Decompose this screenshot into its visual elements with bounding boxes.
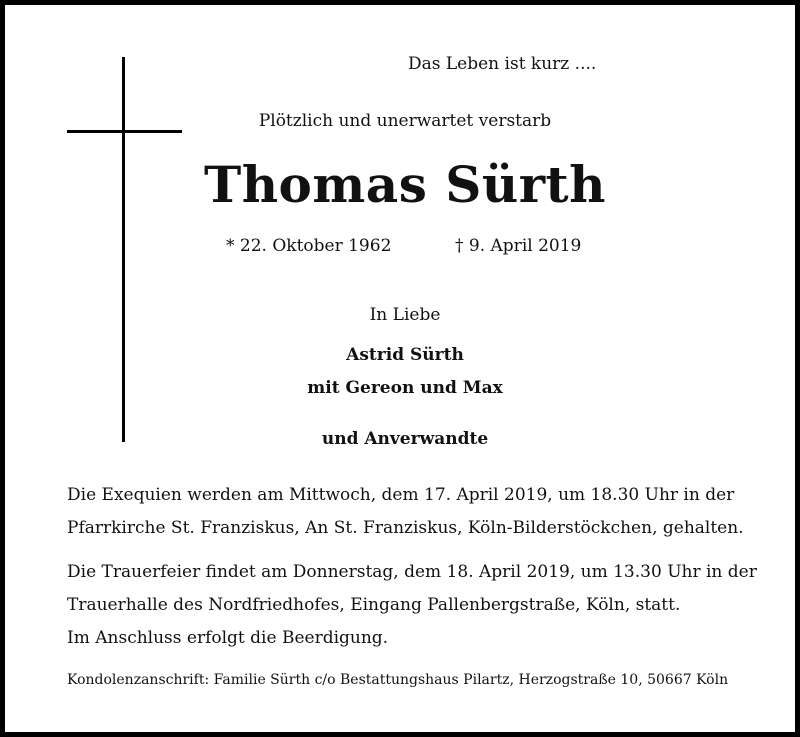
exequien-paragraph xyxy=(67,479,767,545)
condolence-address: Kondolenzanschrift: Familie Sürth c/o Bestattungshaus Pilartz, Herzogstraße 10, 50667 Köln xyxy=(67,672,729,688)
mourner-name: Astrid Sürth xyxy=(346,345,464,365)
intro-text: Plötzlich und unerwartet verstarb xyxy=(258,111,552,131)
trauerfeier-line-1: Die Trauerfeier findet am Donnerstag, dem 18. April 2019, um 13.30 Uhr in der xyxy=(67,562,757,582)
exequien-line-2: Pfarrkirche St. Franziskus, An St. Franziskus, Köln-Bilderstöckchen, gehalten. xyxy=(67,518,744,538)
birth-date: * 22. Oktober 1962 xyxy=(226,236,392,256)
motto: Das Leben ist kurz .... xyxy=(408,54,597,74)
mourner-family: mit Gereon und Max xyxy=(307,378,503,398)
mourners-lead: In Liebe xyxy=(369,305,441,325)
trauerfeier-line-3: Im Anschluss erfolgt die Beerdigung. xyxy=(67,628,389,648)
deceased-name: Thomas Sürth xyxy=(203,155,607,214)
exequien-line-1: Die Exequien werden am Mittwoch, dem 17. April 2019, um 18.30 Uhr in der xyxy=(67,485,735,505)
trauerfeier-line-2: Trauerhalle des Nordfriedhofes, Eingang Pallenbergstraße, Köln, statt. xyxy=(67,595,681,615)
relatives: und Anverwandte xyxy=(321,429,489,449)
death-date: † 9. April 2019 xyxy=(455,236,582,256)
trauerfeier-paragraph xyxy=(67,556,767,655)
